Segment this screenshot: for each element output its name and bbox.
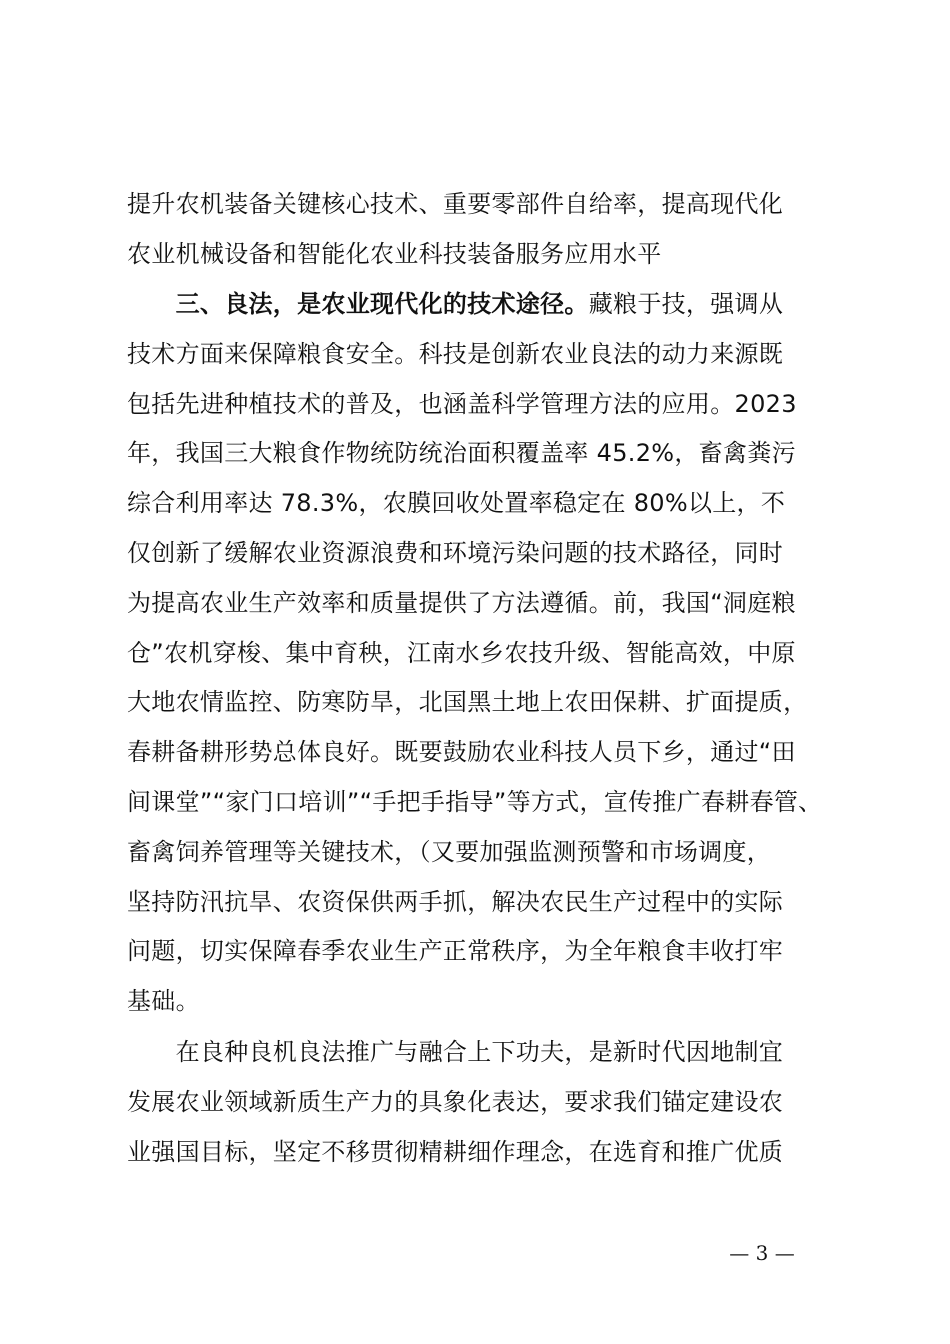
text-line: 基础。 xyxy=(127,987,200,1016)
section-heading: 三、良法，是农业现代化的技术途径。 xyxy=(175,290,589,318)
text-line: 业强国目标，坚定不移贯彻精耕细作理念，在选育和推广优质 xyxy=(127,1137,784,1166)
text-line: 提升农机装备关键核心技术、重要零部件自给率，提高现代化 xyxy=(127,190,784,218)
text-line: 间课堂”“家门口培训”“手把手指导”等方式，宣传推广春耕春管、 xyxy=(127,787,823,816)
page-number: — 3 — xyxy=(729,1241,795,1265)
text-line: 仓”农机穿梭、集中育秧，江南水乡农技升级、智能高效，中原 xyxy=(127,638,796,667)
text-line: 坚持防汛抗旱、农资保供两手抓，解决农民生产过程中的实际 xyxy=(127,887,784,916)
text-line: 技术方面来保障粮食安全。科技是创新农业良法的动力来源既 xyxy=(127,339,784,368)
text-line-with-heading xyxy=(127,280,867,330)
text-line: 发展农业领域新质生产力的具象化表达，要求我们锚定建设农 xyxy=(127,1087,784,1116)
paragraph-1 xyxy=(127,180,867,280)
text-line: 畜禽饲养管理等关键技术，（又要加强监测预警和市场调度， xyxy=(127,837,772,866)
text-line: 包括先进种植技术的普及，也涵盖科学管理方法的应用。2023 xyxy=(127,389,797,418)
text-line: 大地农情监控、防寒防旱，北国黑土地上农田保耕、扩面提质， xyxy=(127,688,808,717)
text-line: 综合利用率达 78.3%，农膜回收处置率稳定在 80%以上，不 xyxy=(127,489,786,518)
text-line: 春耕备耕形势总体良好。既要鼓励农业科技人员下乡，通过“田 xyxy=(127,738,796,767)
text-line: 年，我国三大粮食作物统防统治面积覆盖率 45.2%，畜禽粪污 xyxy=(127,439,796,468)
heading-line-rest: 藏粮于技，强调从 xyxy=(588,290,784,318)
text-line: 农业机械设备和智能化农业科技装备服务应用水平 xyxy=(127,239,662,268)
text-line: 在良种良机良法推广与融合上下功夫，是新时代因地制宜 xyxy=(127,1038,784,1066)
text-line: 问题，切实保障春季农业生产正常秩序，为全年粮食丰收打牢 xyxy=(127,937,784,966)
paragraph-3 xyxy=(127,1028,867,1177)
text-line: 仅创新了缓解农业资源浪费和环境污染问题的技术路径，同时 xyxy=(127,538,784,567)
text-line: 为提高农业生产效率和质量提供了方法遵循。前，我国“洞庭粮 xyxy=(127,588,796,617)
paragraph-2 xyxy=(127,280,867,1027)
